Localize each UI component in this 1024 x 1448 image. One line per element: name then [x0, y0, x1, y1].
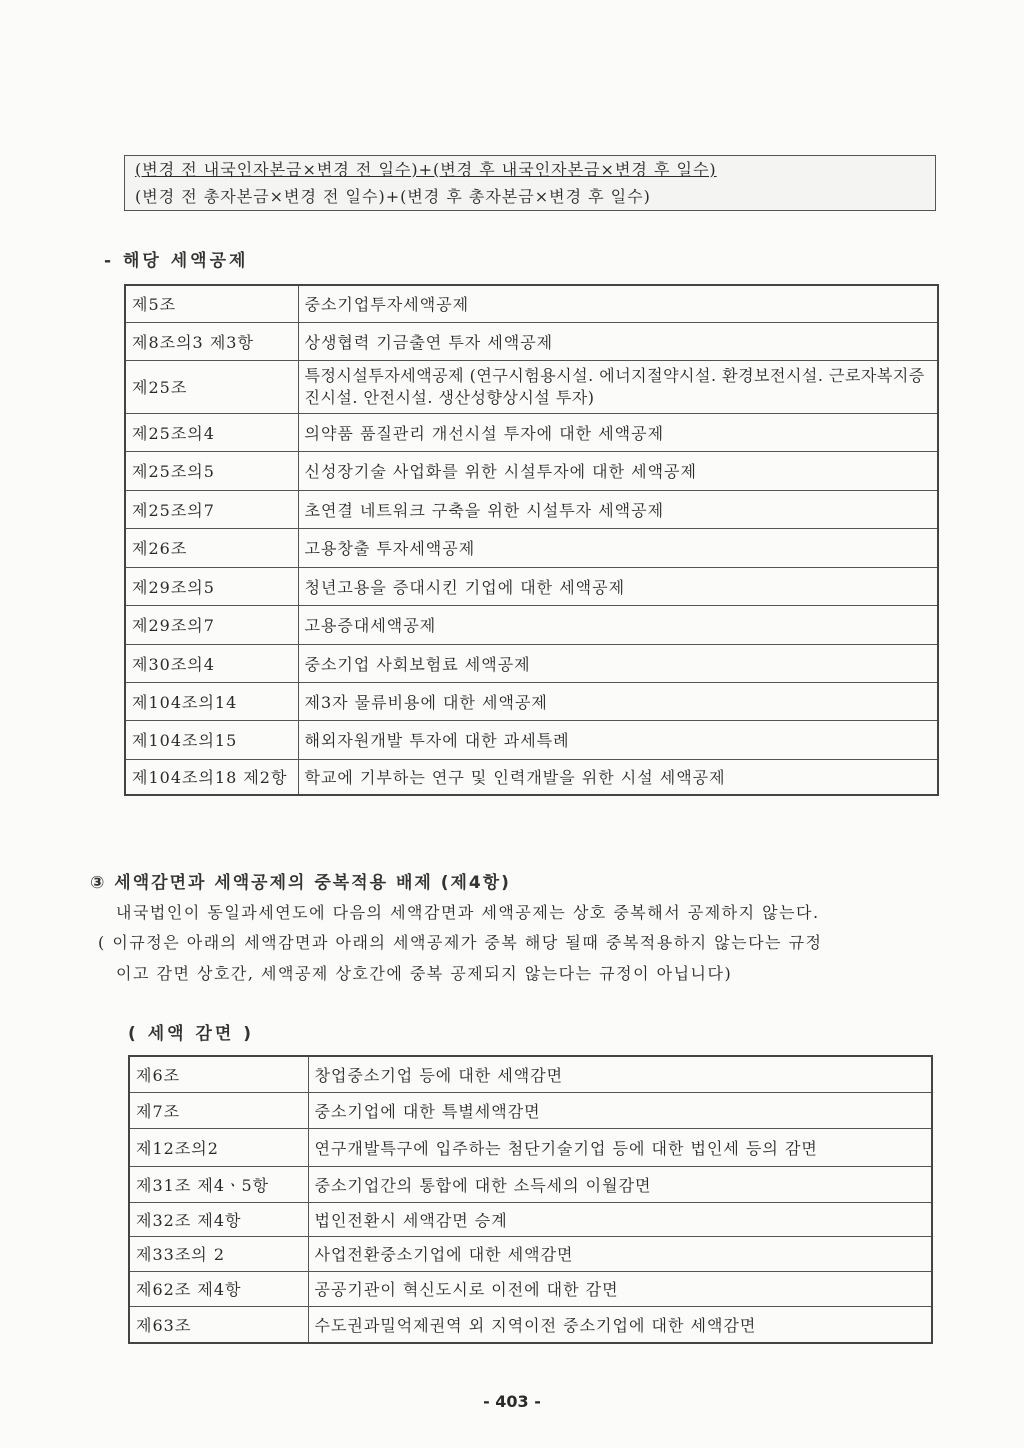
table-row: [129, 1092, 932, 1128]
section3-title: ③ 세액감면과 세액공제의 중복적용 배제 (제4항): [90, 873, 511, 893]
credits-table: [124, 284, 939, 796]
article-cell: 제104조의15: [125, 720, 298, 759]
table-row: [125, 413, 938, 451]
description-cell: 중소기업투자세액공제: [298, 285, 938, 322]
table-row: [125, 490, 938, 528]
description-cell: 중소기업에 대한 특별세액감면: [308, 1092, 932, 1128]
article-cell: 제6조: [129, 1056, 308, 1092]
page-number: - 403 -: [483, 1392, 541, 1411]
table-row: [129, 1306, 932, 1343]
table-row: [129, 1166, 932, 1202]
table-row: [129, 1056, 932, 1092]
table-row: [125, 605, 938, 644]
formula-numerator: (변경 전 내국인자본금×변경 전 일수)+(변경 후 내국인자본금×변경 후 일수): [135, 160, 717, 179]
table-row: [125, 285, 938, 322]
table-row: [125, 451, 938, 490]
article-cell: 제7조: [129, 1092, 308, 1128]
formula-box: [124, 155, 936, 211]
article-cell: 제32조 제4항: [129, 1202, 308, 1236]
table-row: [129, 1271, 932, 1306]
description-cell: 고용증대세액공제: [298, 605, 938, 644]
description-cell: 해외자원개발 투자에 대한 과세특례: [298, 720, 938, 759]
table-row: [125, 682, 938, 720]
description-cell: 의약품 품질관리 개선시설 투자에 대한 세액공제: [298, 413, 938, 451]
article-cell: 제25조의7: [125, 490, 298, 528]
table-row: [129, 1202, 932, 1236]
reductions-heading: ( 세액 감면 ): [128, 1024, 254, 1044]
article-cell: 제33조의 2: [129, 1236, 308, 1271]
article-cell: 제25조의4: [125, 413, 298, 451]
description-cell: 초연결 네트워크 구축을 위한 시설투자 세액공제: [298, 490, 938, 528]
description-cell: 상생협력 기금출연 투자 세액공제: [298, 322, 938, 360]
article-cell: 제25조: [125, 360, 298, 413]
description-cell: 신성장기술 사업화를 위한 시설투자에 대한 세액공제: [298, 451, 938, 490]
article-cell: 제25조의5: [125, 451, 298, 490]
table-row: [125, 644, 938, 682]
formula-denominator: (변경 전 총자본금×변경 전 일수)+(변경 후 총자본금×변경 후 일수): [135, 187, 651, 206]
table-row: [129, 1128, 932, 1166]
article-cell: 제104조의14: [125, 682, 298, 720]
reductions-table: [128, 1055, 933, 1344]
article-cell: 제8조의3 제3항: [125, 322, 298, 360]
description-cell: 법인전환시 세액감면 승계: [308, 1202, 932, 1236]
article-cell: 제30조의4: [125, 644, 298, 682]
article-cell: 제63조: [129, 1306, 308, 1343]
article-cell: 제62조 제4항: [129, 1271, 308, 1306]
article-cell: 제104조의18 제2항: [125, 759, 298, 795]
description-cell: 고용창출 투자세액공제: [298, 528, 938, 567]
table-row: [125, 720, 938, 759]
article-cell: 제12조의2: [129, 1128, 308, 1166]
table-row: [125, 567, 938, 605]
article-cell: 제29조의7: [125, 605, 298, 644]
table-row: [125, 528, 938, 567]
description-cell: 학교에 기부하는 연구 및 인력개발을 위한 시설 세액공제: [298, 759, 938, 795]
description-cell: 중소기업 사회보험료 세액공제: [298, 644, 938, 682]
article-cell: 제29조의5: [125, 567, 298, 605]
description-cell: 특정시설투자세액공제 (연구시험용시설. 에너지절약시설. 환경보전시설. 근로자복지증진시설. 안전시설. 생산성향상시설 투자): [298, 360, 938, 413]
table-row: [125, 322, 938, 360]
table-row: [125, 360, 938, 413]
article-cell: 제31조 제4ㆍ5항: [129, 1166, 308, 1202]
description-cell: 청년고용을 증대시킨 기업에 대한 세액공제: [298, 567, 938, 605]
description-cell: 공공기관이 혁신도시로 이전에 대한 감면: [308, 1271, 932, 1306]
table-row: [129, 1236, 932, 1271]
credits-heading: - 해당 세액공제: [104, 251, 249, 271]
section3-line2: ( 이규정은 아래의 세액감면과 아래의 세액공제가 중복 해당 될때 중복적용하지 않는다는 규정: [98, 933, 823, 952]
description-cell: 수도권과밀억제권역 외 지역이전 중소기업에 대한 세액감면: [308, 1306, 932, 1343]
table-row: [125, 759, 938, 795]
description-cell: 중소기업간의 통합에 대한 소득세의 이월감면: [308, 1166, 932, 1202]
description-cell: 제3자 물류비용에 대한 세액공제: [298, 682, 938, 720]
article-cell: 제26조: [125, 528, 298, 567]
description-cell: 창업중소기업 등에 대한 세액감면: [308, 1056, 932, 1092]
article-cell: 제5조: [125, 285, 298, 322]
section3-line3: 이고 감면 상호간, 세액공제 상호간에 중복 공제되지 않는다는 규정이 아닙니다): [116, 964, 733, 983]
section3-line1: 내국법인이 동일과세연도에 다음의 세액감면과 세액공제는 상호 중복해서 공제하지 않는다.: [116, 903, 820, 922]
description-cell: 연구개발특구에 입주하는 첨단기술기업 등에 대한 법인세 등의 감면: [308, 1128, 932, 1166]
description-cell: 사업전환중소기업에 대한 세액감면: [308, 1236, 932, 1271]
